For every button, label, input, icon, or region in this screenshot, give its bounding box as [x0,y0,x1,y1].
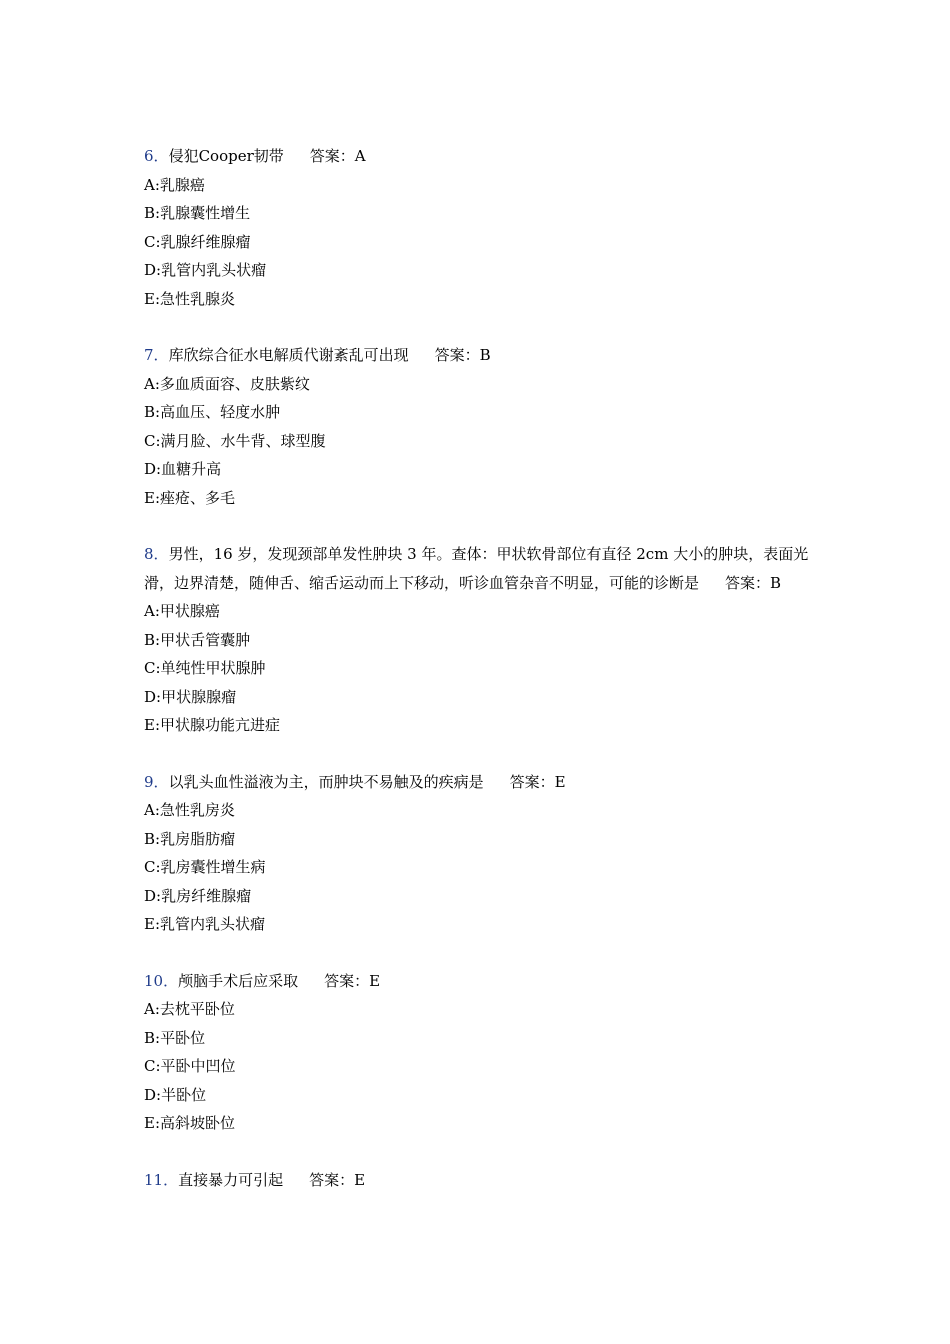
option-e: E:甲状腺功能亢进症 [144,716,281,734]
question-number: 8 [144,545,154,563]
option-b: B:平卧位 [144,1028,206,1047]
question-text: 侵犯Cooper韧带 [168,147,284,165]
question-stem [144,967,812,996]
question-number: 11 [144,1170,164,1189]
option-c: C:乳腺纤维腺瘤 [144,232,251,251]
question-answer: 答案：E [509,772,566,791]
question-number: 7 [144,346,154,364]
option-d: D:半卧位 [144,1085,207,1104]
option-d: D:乳管内乳头状瘤 [144,261,267,279]
question-number: 10 [144,971,164,990]
option-a: A:去枕平卧位 [144,1000,235,1018]
option-a: A:多血质面容、皮肤紫纹 [144,374,310,393]
option-a: A:乳腺癌 [144,175,205,194]
option-e: E:乳管内乳头状瘤 [144,915,266,933]
option-d: D:乳房纤维腺瘤 [144,886,252,905]
question-number: 9 [144,772,154,791]
option-e: E:痤疮、多毛 [144,488,236,507]
option-c: C:满月脸、水牛背、球型腹 [144,431,326,450]
question-answer: 答案：A [309,147,366,165]
option-d: D:血糖升高 [144,460,222,478]
question-9 [144,768,812,939]
question-stem [144,768,812,797]
option-b: B:高血压、轻度水肿 [144,403,281,421]
option-c: C:单纯性甲状腺肿 [144,659,266,677]
question-8 [144,540,812,740]
document-page [144,142,812,1222]
question-answer: 答案：B [434,346,491,364]
question-answer: 答案：B [725,573,782,592]
question-answer: 答案：E [324,971,381,990]
question-stem [144,540,812,597]
question-11 [144,1166,812,1195]
question-number-dot: ． [153,346,169,364]
question-7 [144,341,812,512]
option-d: D:甲状腺腺瘤 [144,687,237,706]
option-b: B:甲状舌管囊肿 [144,630,251,649]
question-number-dot: ． [163,1170,179,1189]
question-text: 直接暴力可引起 [178,1170,284,1189]
option-c: C:平卧中凹位 [144,1057,236,1075]
question-text: 男性，16 岁，发现颈部单发性肿块 3 年。查体：甲状软骨部位有直径 2cm 大小的肿块，表面光滑，边界清楚，随伸舌、缩舌运动而上下移动，听诊血管杂音不明显，可能的诊断是 [144,545,809,592]
option-a: A:甲状腺癌 [144,602,220,620]
question-text: 以乳头血性溢液为主，而肿块不易触及的疾病是 [168,772,484,791]
question-number-dot: ． [153,147,169,165]
option-b: B:乳房脂肪瘤 [144,829,236,848]
question-number-dot: ． [153,545,169,563]
option-e: E:高斜坡卧位 [144,1114,236,1132]
question-10 [144,967,812,1138]
question-number-dot: ． [153,772,169,791]
question-stem [144,1166,812,1195]
option-b: B:乳腺囊性增生 [144,204,251,222]
question-answer: 答案：E [309,1170,366,1189]
question-text: 颅脑手术后应采取 [178,971,299,990]
option-c: C:乳房囊性增生病 [144,858,266,876]
question-text: 库欣综合征水电解质代谢紊乱可出现 [168,346,409,364]
question-stem [144,142,812,171]
option-a: A:急性乳房炎 [144,801,235,819]
question-number-dot: ． [163,971,179,990]
question-6 [144,142,812,313]
question-stem [144,341,812,370]
question-number: 6 [144,147,154,165]
option-e: E:急性乳腺炎 [144,289,236,308]
